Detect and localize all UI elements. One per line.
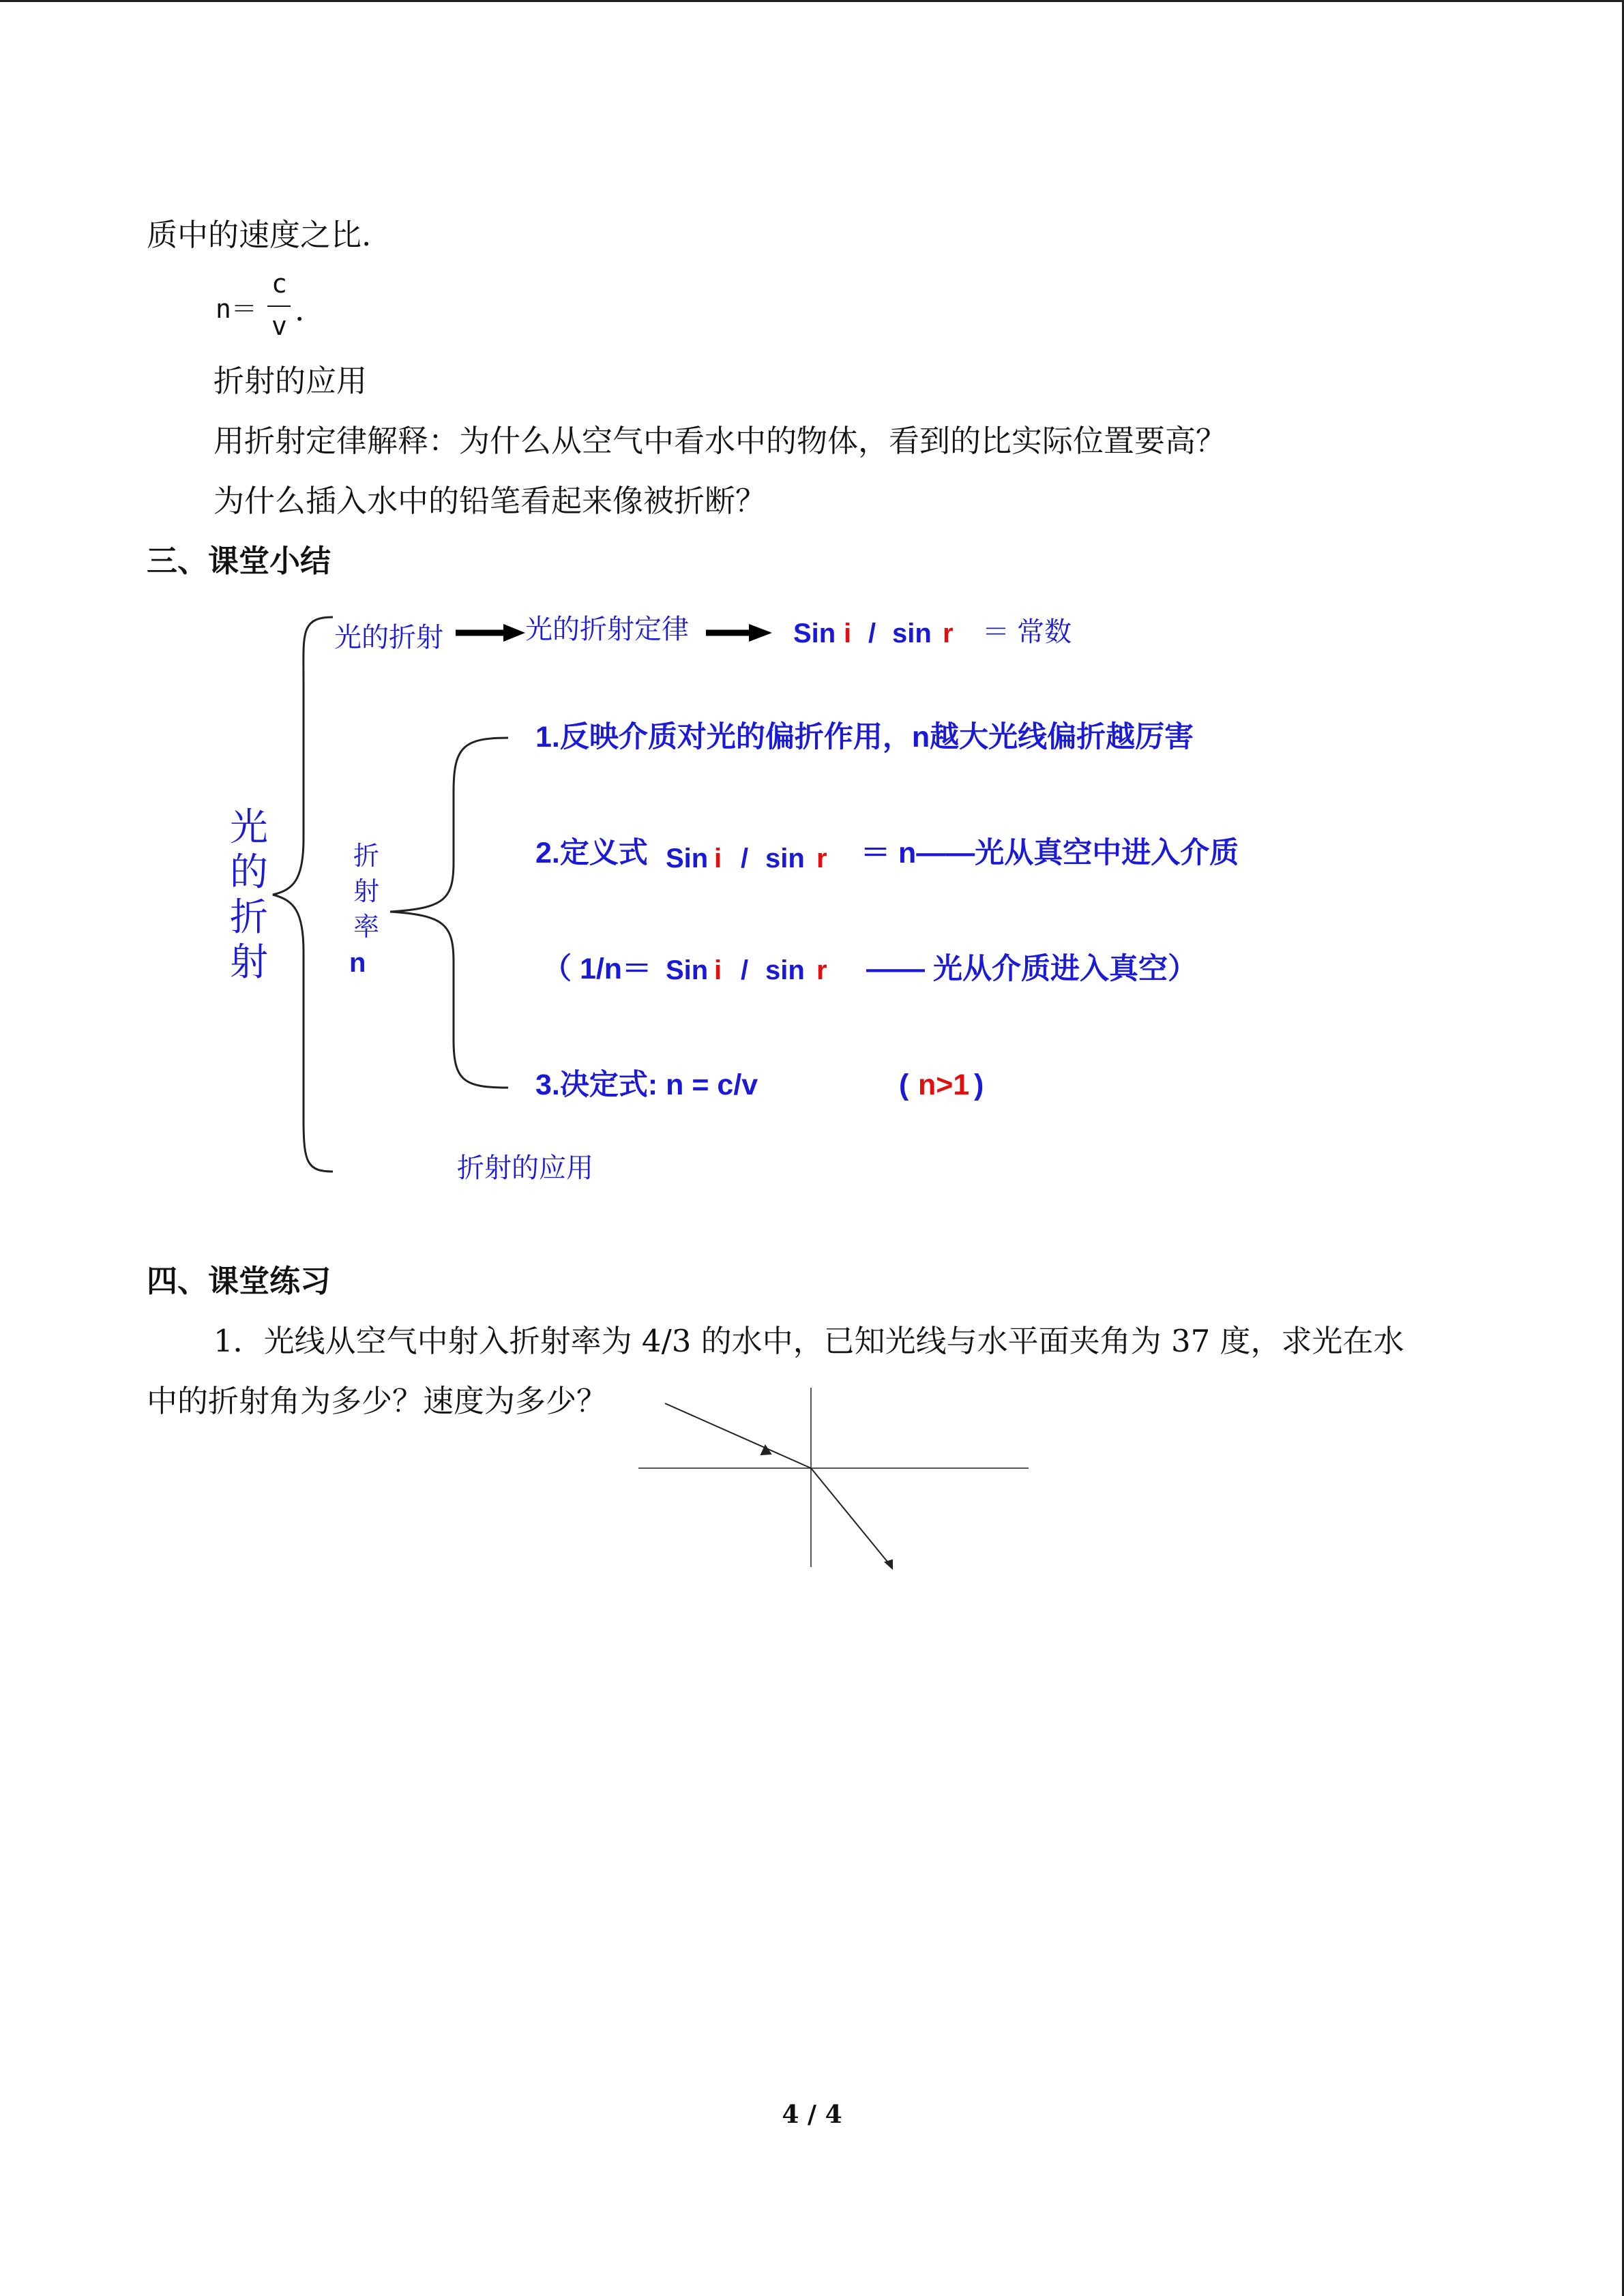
sub-title-n: n (349, 948, 366, 978)
main-title-vertical (225, 805, 273, 985)
sub-brace (390, 738, 508, 1088)
formula-r: r (943, 618, 954, 648)
intro-fragment: 质中的速度之比. (147, 217, 372, 253)
item-2-slash: / (741, 844, 749, 874)
formula-constant: ＝ 常数 (982, 617, 1072, 647)
item-3-prefix: 3.决定式: n = c/v (535, 1069, 758, 1101)
item-2-i: i (714, 844, 722, 874)
formula-i: i (844, 618, 852, 648)
item-2b-tail: —— 光从介质进入真空） (866, 953, 1197, 985)
application-heading: 折射的应用 (213, 363, 368, 399)
formula-numerator: c (271, 269, 287, 299)
item-1: 1.反映介质对光的偏折作用，n越大光线偏折越厉害 (535, 721, 1194, 754)
formula-slash: / (868, 618, 876, 648)
formula-lhs: n＝ (216, 294, 257, 324)
item-2b-sin2: sin (765, 955, 805, 985)
section-3-title: 三、课堂小结 (147, 543, 331, 579)
exercise-line-2: 中的折射角为多少？速度为多少？ (147, 1383, 608, 1419)
main-title-char: 的 (230, 850, 268, 893)
formula-denominator: v (271, 311, 287, 341)
main-brace (273, 617, 333, 1172)
label-refraction: 光的折射 (334, 623, 443, 653)
main-title-char: 光 (230, 805, 268, 848)
arrow-2-icon (706, 624, 772, 642)
page-number: 4 / 4 (782, 2100, 842, 2129)
item-3-paren-close: ) (974, 1069, 984, 1101)
item-2-sin2: sin (765, 844, 805, 874)
sub-title-char: 率 (353, 913, 379, 942)
section-4-title: 四、课堂练习 (147, 1263, 331, 1299)
formula-sin: Sin (793, 618, 836, 648)
sub-title-char: 折 (353, 842, 379, 871)
item-2b-r: r (816, 955, 827, 985)
main-title-char: 折 (230, 895, 268, 938)
item-2-sin: Sin (666, 844, 709, 874)
exercise-line-1: 1．光线从空气中射入折射率为 4/3 的水中，已知光线与水平面夹角为 37 度，求光在水 (213, 1323, 1404, 1359)
question-2: 为什么插入水中的铅笔看起来像被折断？ (213, 483, 767, 519)
arrow-1-icon (456, 624, 525, 642)
item-2-tail: ＝ n——光从真空中进入介质 (861, 837, 1239, 869)
item-2b-sin: Sin (666, 955, 709, 985)
summary-application: 折射的应用 (457, 1153, 593, 1183)
item-3-paren-open: ( (899, 1069, 909, 1101)
formula-sin2: sin (892, 618, 932, 648)
item-2b-i: i (714, 955, 722, 985)
sub-title-vertical (349, 839, 383, 981)
item-3-condition: n>1 (918, 1069, 970, 1101)
label-refraction-law: 光的折射定律 (525, 614, 689, 644)
item-2-prefix: 2.定义式 (535, 837, 648, 869)
item-2b-slash: / (741, 955, 749, 985)
sub-title-char: 射 (353, 878, 379, 906)
main-title-char: 射 (230, 940, 268, 983)
item-2-r: r (816, 844, 827, 874)
refraction-sketch (638, 1388, 1029, 1568)
question-1: 用折射定律解释：为什么从空气中看水中的物体，看到的比实际位置要高？ (213, 423, 1227, 459)
formula-tail: . (295, 292, 305, 328)
item-2b-prefix: （ 1/n＝ (542, 953, 652, 985)
